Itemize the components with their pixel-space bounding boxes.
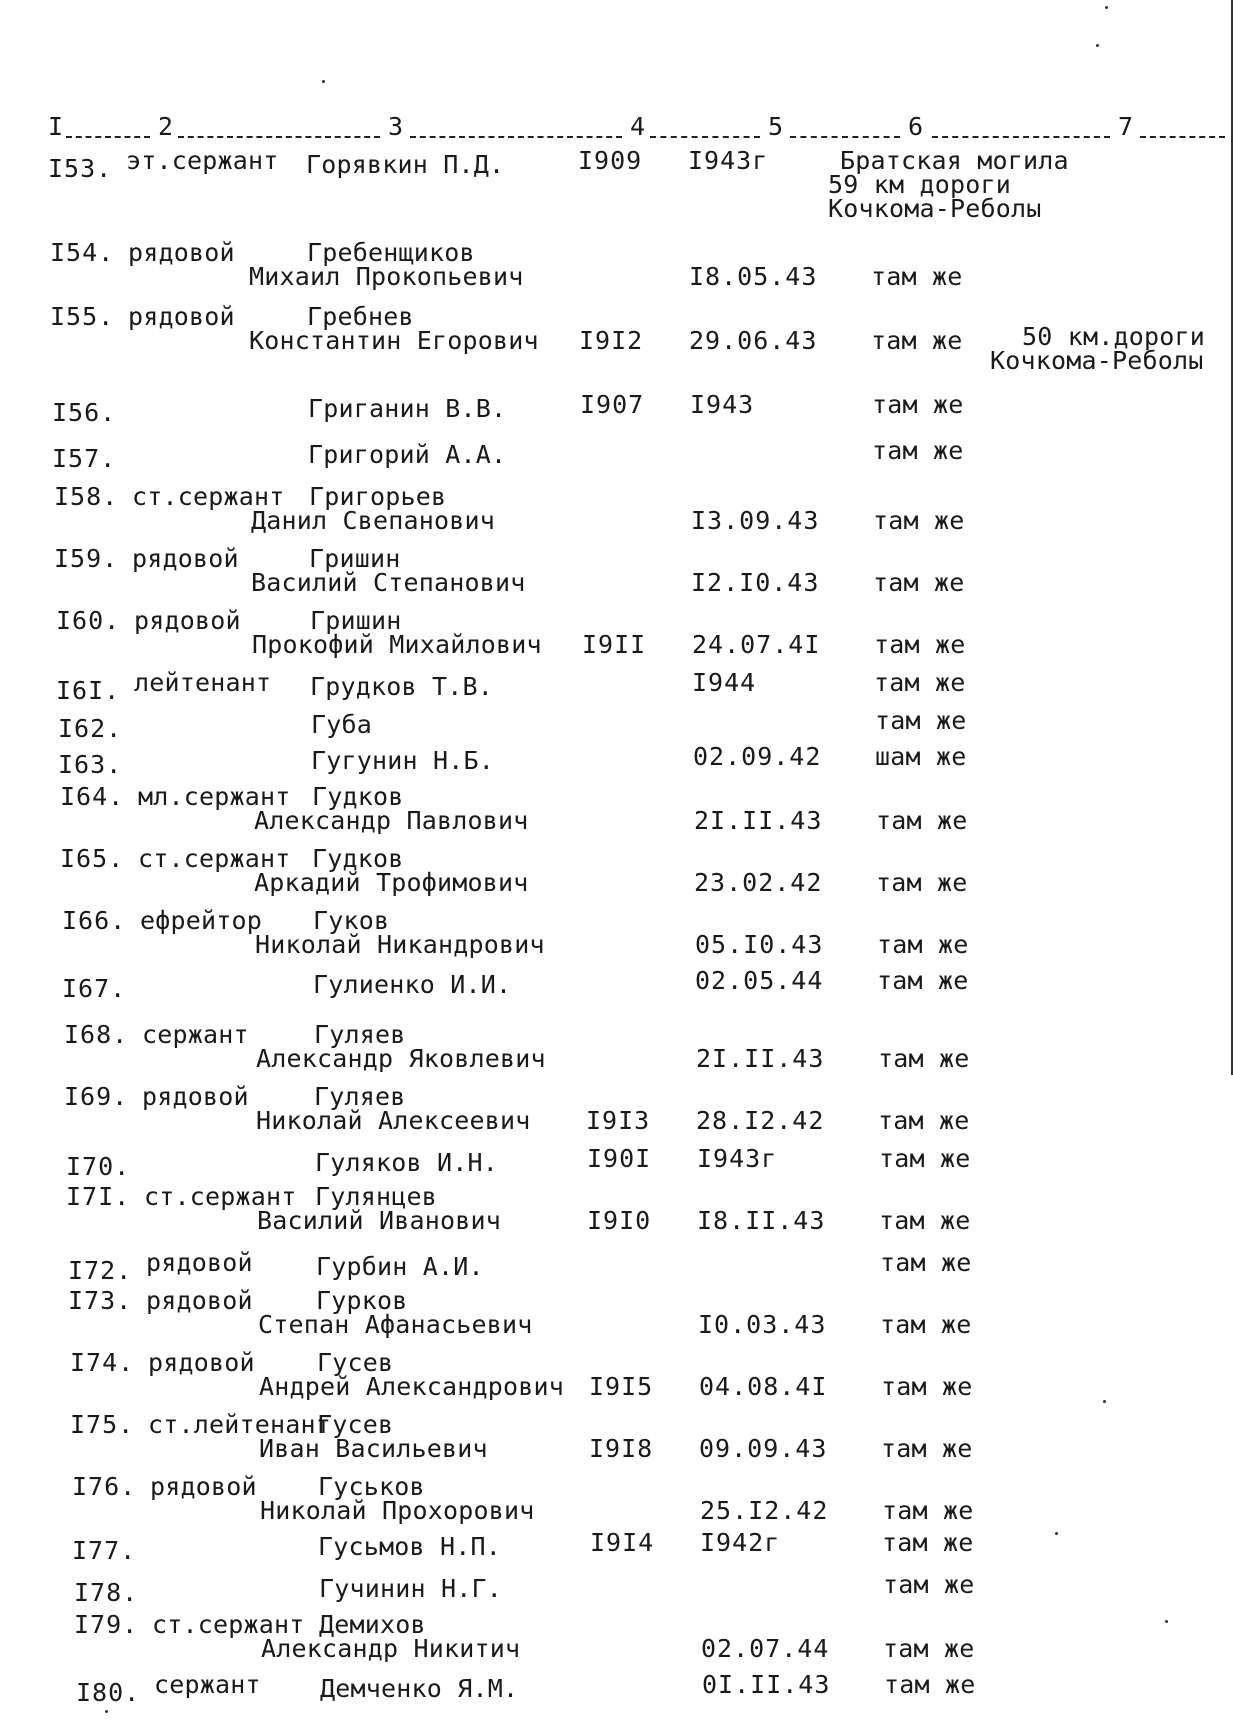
record-number: I53. [48,154,113,183]
surname: Гребнев [307,302,414,331]
death-date: I3.09.43 [691,506,820,535]
full-name: Гучинин Н.Г. [319,1574,503,1603]
burial-place: там же [871,262,963,291]
scan-speck [1165,1620,1168,1623]
death-date: 05.I0.43 [695,930,824,959]
scan-speck [1105,6,1108,9]
full-name: Гурбин А.И. [316,1252,484,1281]
record-number: I66. [62,906,127,935]
surname: Григорьев [309,482,447,511]
record-number: I59. [54,544,119,573]
burial-place: там же [879,1144,971,1173]
column-number: 3 [388,112,405,141]
death-date: 0I.II.43 [702,1670,831,1699]
burial-note: Кочкома-Реболы [990,346,1204,375]
burial-place: там же [883,1570,975,1599]
death-date: 25.I2.42 [700,1496,829,1525]
full-name: Гулиенко И.И. [313,970,512,999]
death-date: 2I.II.43 [696,1044,825,1073]
record-number: I6I. [56,676,121,705]
burial-place: там же [877,930,969,959]
given-names: Прокофий Михайлович [252,630,542,659]
burial-place: там же [871,326,963,355]
burial-place: там же [876,868,968,897]
burial-place: там же [880,1248,972,1277]
scan-speck [105,1710,108,1713]
given-names: Степан Афанасьевич [258,1310,533,1339]
column-number: 4 [630,112,647,141]
column-number: I [48,112,65,141]
header-rule [650,136,760,138]
birth-year: I9I4 [590,1528,655,1557]
rank: лейтенант [134,668,272,697]
column-number: 6 [908,112,925,141]
death-date: 02.05.44 [695,966,824,995]
full-name: Григорий А.А. [308,440,507,469]
surname: Гришин [309,544,401,573]
surname: Гуков [313,906,390,935]
burial-place: 59 км дороги [828,170,1012,199]
rank: ефрейтор [140,906,263,935]
surname: Гулянцев [315,1182,438,1211]
record-number: I78. [74,1578,139,1607]
death-date: 02.09.42 [693,742,822,771]
rank: сержант [142,1020,249,1049]
record-number: I79. [74,1610,139,1639]
full-name: Григанин В.В. [308,394,507,423]
birth-year: I9II [582,630,647,659]
burial-place: там же [874,630,966,659]
burial-place: там же [872,436,964,465]
full-name: Гугунин Н.Б. [311,746,495,775]
surname: Гришин [310,606,402,635]
burial-place: там же [882,1496,974,1525]
burial-place: Братская могила [840,146,1069,175]
rank: рядовой [142,1082,249,1111]
record-number: I55. [50,302,115,331]
burial-place: там же [874,668,966,697]
rank: ст.лейтенант [148,1410,332,1439]
record-number: I64. [60,782,125,811]
burial-place: там же [873,568,965,597]
header-rule [66,136,150,138]
record-number: I69. [64,1082,129,1111]
birth-year: I9I2 [579,326,644,355]
death-date: I943 [690,390,755,419]
death-date: I943г [688,146,769,175]
surname: Гудков [312,844,404,873]
death-date: 23.02.42 [694,868,823,897]
rank: рядовой [146,1286,253,1315]
record-number: I62. [58,714,123,743]
burial-place: там же [881,1372,973,1401]
given-names: Александр Павлович [254,806,529,835]
record-number: I75. [70,1410,135,1439]
burial-place: там же [878,1106,970,1135]
record-number: I56. [52,398,117,427]
birth-year: I9I3 [586,1106,651,1135]
scan-speck [322,80,325,83]
full-name: Губа [311,710,373,739]
surname: Гудков [312,782,404,811]
burial-place: шам же [875,742,967,771]
burial-place: там же [880,1310,972,1339]
header-rule [932,136,1110,138]
death-date: I8.II.43 [697,1206,826,1235]
rank: сержант [154,1670,261,1699]
record-number: I76. [72,1472,137,1501]
record-number: I63. [58,750,123,779]
record-number: I54. [50,238,115,267]
given-names: Андрей Александрович [259,1372,565,1401]
burial-place: там же [884,1670,976,1699]
rank: эт.сержант [126,146,279,175]
rank: рядовой [148,1348,255,1377]
rank: рядовой [146,1248,253,1277]
full-name: Грудков Т.В. [310,672,494,701]
death-date: I0.03.43 [698,1310,827,1339]
surname: Гурков [316,1286,408,1315]
death-date: I8.05.43 [689,262,818,291]
rank: рядовой [128,238,235,267]
birth-year: I90I [587,1144,652,1173]
record-number: I70. [66,1152,131,1181]
birth-year: I907 [580,390,645,419]
column-number: 7 [1118,112,1135,141]
surname: Гусев [317,1348,394,1377]
burial-note: 50 км.дороги [1022,322,1206,351]
rank: ст.сержант [152,1610,305,1639]
birth-year: I909 [578,146,643,175]
birth-year: I9I0 [587,1206,652,1235]
scan-speck [1055,1532,1058,1535]
birth-year: I9I5 [589,1372,654,1401]
given-names: Константин Егорович [249,326,539,355]
given-names: Василий Степанович [251,568,526,597]
death-date: 02.07.44 [701,1634,830,1663]
header-rule [178,136,380,138]
given-names: Николай Никандрович [255,930,545,959]
death-date: 28.I2.42 [696,1106,825,1135]
death-date: I2.I0.43 [691,568,820,597]
death-date: I942г [700,1528,781,1557]
burial-place: там же [873,506,965,535]
surname: Гуляев [314,1082,406,1111]
given-names: Михаил Прокопьевич [249,262,524,291]
given-names: Александр Никитич [261,1634,521,1663]
burial-place: там же [877,966,969,995]
burial-place: там же [879,1206,971,1235]
record-number: I58. [54,482,119,511]
surname: Демихов [319,1610,426,1639]
burial-place: там же [872,390,964,419]
scan-speck [1096,44,1099,47]
surname: Гуляев [314,1020,406,1049]
rank: мл.сержант [138,782,291,811]
record-number: I68. [64,1020,129,1049]
full-name: Гуляков И.Н. [315,1148,499,1177]
burial-place: там же [876,806,968,835]
rank: ст.сержант [132,482,285,511]
full-name: Горявкин П.Д. [306,150,505,179]
burial-place: Кочкома-Реболы [828,194,1042,223]
record-number: I72. [68,1256,133,1285]
given-names: Данил Свепанович [251,506,496,535]
column-number: 2 [158,112,175,141]
burial-place: там же [881,1434,973,1463]
death-date: I944 [692,668,757,697]
header-rule [410,136,622,138]
record-number: I60. [56,606,121,635]
record-number: I74. [70,1348,135,1377]
surname: Гусев [317,1410,394,1439]
column-number: 5 [768,112,785,141]
rank: рядовой [128,302,235,331]
record-number: I57. [52,444,117,473]
given-names: Николай Прохорович [260,1496,535,1525]
burial-place: там же [875,706,967,735]
rank: рядовой [150,1472,257,1501]
record-number: I65. [60,844,125,873]
full-name: Гусьмов Н.П. [318,1532,502,1561]
scan-speck [1103,1400,1106,1403]
surname: Гуськов [318,1472,425,1501]
given-names: Иван Васильевич [259,1434,488,1463]
rank: рядовой [134,606,241,635]
rank: рядовой [132,544,239,573]
given-names: Василий Иванович [257,1206,502,1235]
death-date: 09.09.43 [699,1434,828,1463]
birth-year: I9I8 [589,1434,654,1463]
full-name: Демченко Я.М. [320,1674,519,1703]
header-rule [1140,136,1225,138]
header-rule [790,136,900,138]
surname: Гребенщиков [307,238,475,267]
death-date: 29.06.43 [689,326,818,355]
record-number: I80. [76,1678,141,1707]
record-number: I73. [68,1286,133,1315]
death-date: 24.07.4I [692,630,821,659]
given-names: Александр Яковлевич [256,1044,546,1073]
burial-place: там же [883,1634,975,1663]
record-number: I7I. [66,1182,131,1211]
record-number: I67. [62,974,127,1003]
given-names: Николай Алексеевич [256,1106,531,1135]
death-date: 2I.II.43 [694,806,823,835]
rank: ст.сержант [138,844,291,873]
rank: ст.сержант [144,1182,297,1211]
given-names: Аркадий Трофимович [254,868,529,897]
record-number: I77. [72,1536,137,1565]
death-date: I943г [697,1144,778,1173]
death-date: 04.08.4I [699,1372,828,1401]
burial-place: там же [878,1044,970,1073]
burial-place: там же [882,1528,974,1557]
